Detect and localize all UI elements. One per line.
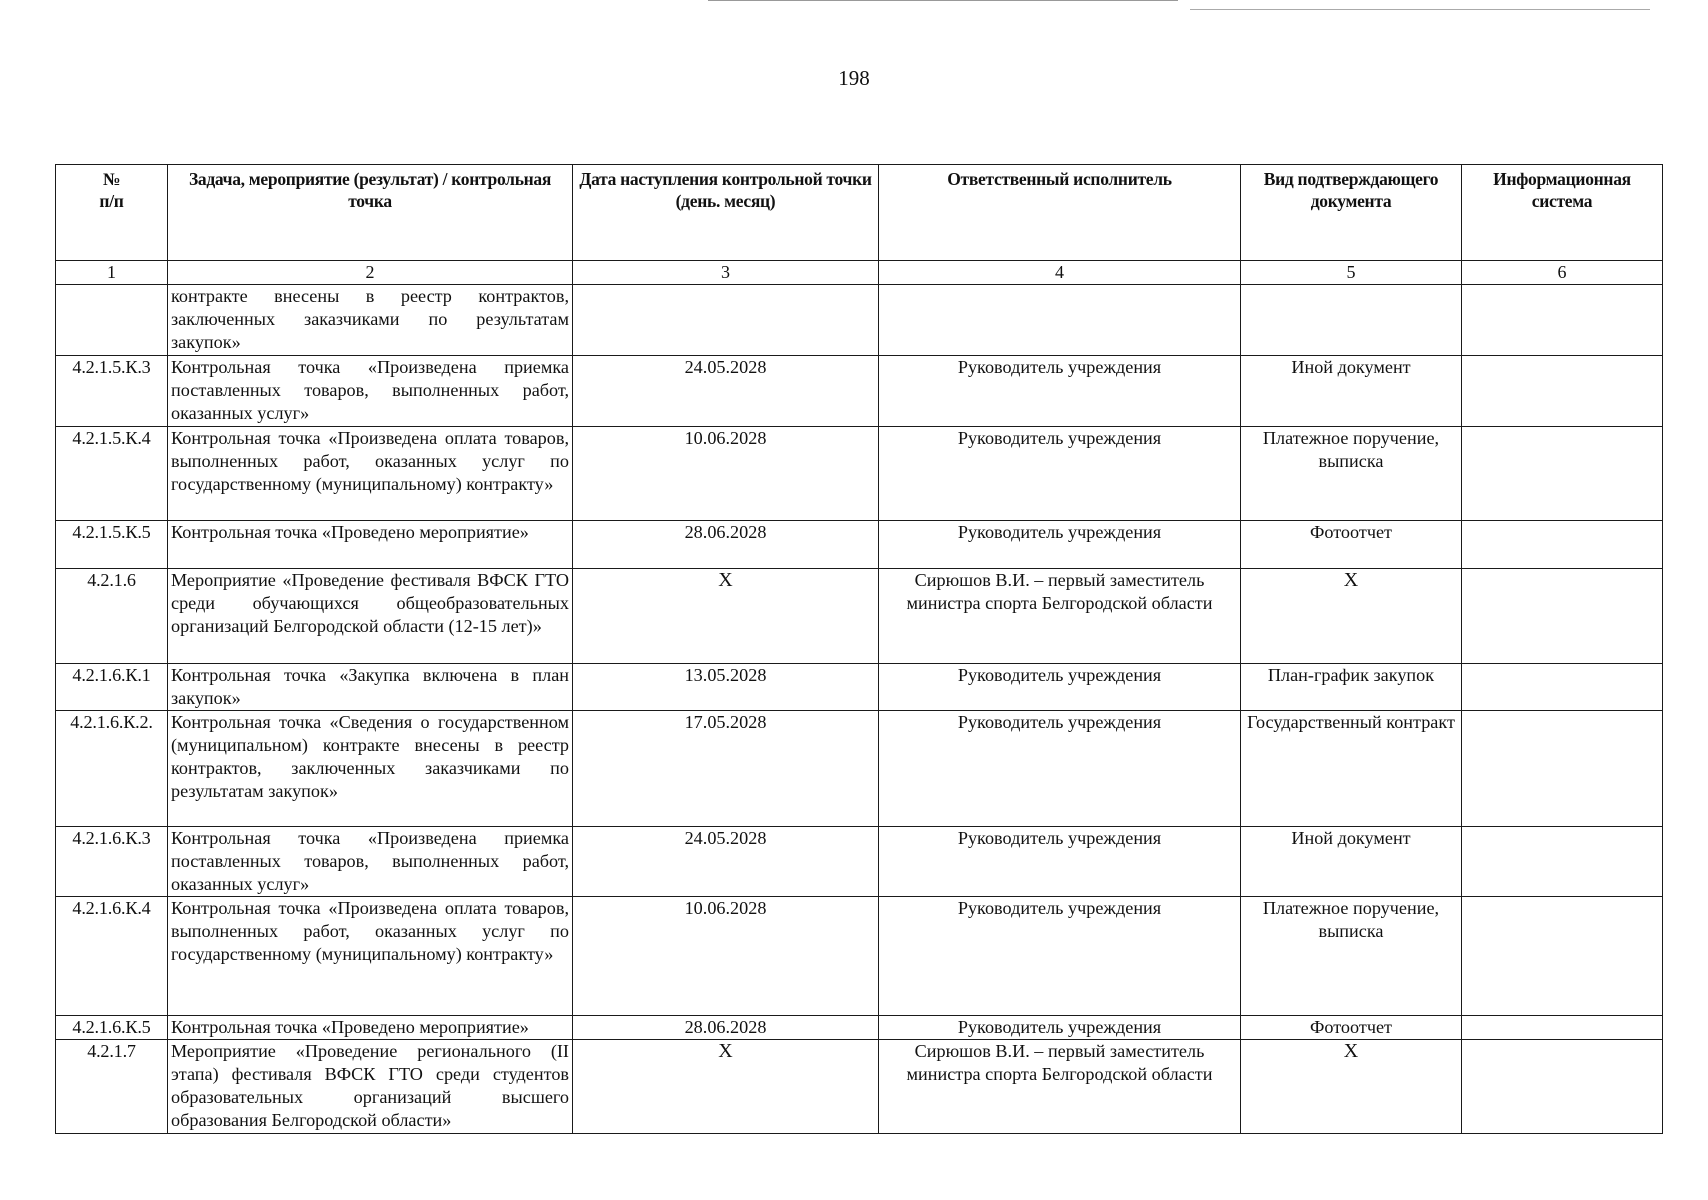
table-row bbox=[56, 827, 1663, 897]
row-responsible: Сирюшов В.И. – первый заместитель министра спорта Белгородской области bbox=[879, 1040, 1241, 1134]
row-responsible: Руководитель учреждения bbox=[879, 827, 1241, 897]
row-responsible: Сирюшов В.И. – первый заместитель министра спорта Белгородской области bbox=[879, 569, 1241, 664]
row-date: Х bbox=[573, 569, 879, 664]
table-row bbox=[56, 427, 1663, 521]
scan-artifact-line bbox=[708, 0, 1178, 1]
row-document: Иной документ bbox=[1241, 356, 1462, 427]
row-responsible: Руководитель учреждения bbox=[879, 427, 1241, 521]
row-system bbox=[1462, 569, 1663, 664]
row-date: 24.05.2028 bbox=[573, 827, 879, 897]
header-task: Задача, мероприятие (результат) / контрольная точка bbox=[168, 165, 573, 261]
row-document bbox=[1241, 285, 1462, 356]
row-responsible: Руководитель учреждения bbox=[879, 356, 1241, 427]
row-system bbox=[1462, 827, 1663, 897]
row-date: 17.05.2028 bbox=[573, 711, 879, 827]
row-task: Контрольная точка «Закупка включена в план закупок» bbox=[168, 664, 573, 711]
row-date: 13.05.2028 bbox=[573, 664, 879, 711]
row-task: Контрольная точка «Проведено мероприятие» bbox=[168, 521, 573, 569]
scan-artifact-line bbox=[1190, 9, 1650, 10]
table-row bbox=[56, 569, 1663, 664]
row-system bbox=[1462, 356, 1663, 427]
table-row bbox=[56, 1040, 1663, 1134]
row-responsible: Руководитель учреждения bbox=[879, 711, 1241, 827]
header-number: № п/п bbox=[56, 165, 168, 261]
row-date: 28.06.2028 bbox=[573, 521, 879, 569]
column-number: 3 bbox=[573, 261, 879, 285]
row-document: Фотоотчет bbox=[1241, 1016, 1462, 1040]
row-task: Контрольная точка «Произведена приемка поставленных товаров, выполненных работ, оказанных услуг» bbox=[168, 827, 573, 897]
table-row bbox=[56, 711, 1663, 827]
row-number: 4.2.1.6.К.2. bbox=[56, 711, 168, 827]
row-number: 4.2.1.6.К.5 bbox=[56, 1016, 168, 1040]
table-header-row bbox=[56, 165, 1663, 261]
column-number: 1 bbox=[56, 261, 168, 285]
row-responsible: Руководитель учреждения bbox=[879, 897, 1241, 1016]
row-document: План-график закупок bbox=[1241, 664, 1462, 711]
column-number: 6 bbox=[1462, 261, 1663, 285]
row-document: Фотоотчет bbox=[1241, 521, 1462, 569]
table-row bbox=[56, 285, 1663, 356]
header-system: Информационная система bbox=[1462, 165, 1663, 261]
row-system bbox=[1462, 711, 1663, 827]
row-system bbox=[1462, 427, 1663, 521]
row-system bbox=[1462, 1016, 1663, 1040]
header-document: Вид подтверждающего документа bbox=[1241, 165, 1462, 261]
column-number: 2 bbox=[168, 261, 573, 285]
row-number: 4.2.1.6.К.1 bbox=[56, 664, 168, 711]
row-number bbox=[56, 285, 168, 356]
header-date: Дата наступления контрольной точки (день. месяц) bbox=[573, 165, 879, 261]
column-number: 4 bbox=[879, 261, 1241, 285]
row-number: 4.2.1.5.К.4 bbox=[56, 427, 168, 521]
header-responsible: Ответственный исполнитель bbox=[879, 165, 1241, 261]
page-number: 198 bbox=[838, 66, 870, 90]
row-date bbox=[573, 285, 879, 356]
row-date: 10.06.2028 bbox=[573, 897, 879, 1016]
row-number: 4.2.1.6.К.3 bbox=[56, 827, 168, 897]
column-number: 5 bbox=[1241, 261, 1462, 285]
control-points-table bbox=[55, 164, 1663, 1134]
row-task: контракте внесены в реестр контрактов, заключенных заказчиками по результатам закупок» bbox=[168, 285, 573, 356]
row-task: Контрольная точка «Проведено мероприятие» bbox=[168, 1016, 573, 1040]
row-system bbox=[1462, 1040, 1663, 1134]
row-document: Платежное поручение, выписка bbox=[1241, 427, 1462, 521]
column-number-row bbox=[56, 261, 1663, 285]
row-system bbox=[1462, 285, 1663, 356]
row-system bbox=[1462, 521, 1663, 569]
row-task: Контрольная точка «Произведена оплата товаров, выполненных работ, оказанных услуг по государственному (муниципальному) контракту» bbox=[168, 897, 573, 1016]
row-document: Х bbox=[1241, 569, 1462, 664]
row-responsible bbox=[879, 285, 1241, 356]
row-task: Мероприятие «Проведение фестиваля ВФСК ГТО среди обучающихся общеобразовательных организаций Белгородской области (12-15 лет)» bbox=[168, 569, 573, 664]
row-number: 4.2.1.5.К.5 bbox=[56, 521, 168, 569]
table-row bbox=[56, 897, 1663, 1016]
row-document: Платежное поручение, выписка bbox=[1241, 897, 1462, 1016]
row-system bbox=[1462, 664, 1663, 711]
row-date: 28.06.2028 bbox=[573, 1016, 879, 1040]
row-number: 4.2.1.6.К.4 bbox=[56, 897, 168, 1016]
row-document: Х bbox=[1241, 1040, 1462, 1134]
row-document: Государственный контракт bbox=[1241, 711, 1462, 827]
row-task: Контрольная точка «Произведена приемка поставленных товаров, выполненных работ, оказанных услуг» bbox=[168, 356, 573, 427]
row-system bbox=[1462, 897, 1663, 1016]
table-row bbox=[56, 356, 1663, 427]
row-date: 24.05.2028 bbox=[573, 356, 879, 427]
row-date: Х bbox=[573, 1040, 879, 1134]
row-responsible: Руководитель учреждения bbox=[879, 1016, 1241, 1040]
row-task: Мероприятие «Проведение регионального (II этапа) фестиваля ВФСК ГТО среди студентов образовательных организаций высшего образования Белгородской области» bbox=[168, 1040, 573, 1134]
table-row bbox=[56, 1016, 1663, 1040]
table-row bbox=[56, 664, 1663, 711]
row-task: Контрольная точка «Произведена оплата товаров, выполненных работ, оказанных услуг по государственному (муниципальному) контракту» bbox=[168, 427, 573, 521]
row-responsible: Руководитель учреждения bbox=[879, 521, 1241, 569]
row-task: Контрольная точка «Сведения о государственном (муниципальном) контракте внесены в реестр контрактов, заключенных заказчиками по результатам закупок» bbox=[168, 711, 573, 827]
row-responsible: Руководитель учреждения bbox=[879, 664, 1241, 711]
row-date: 10.06.2028 bbox=[573, 427, 879, 521]
row-document: Иной документ bbox=[1241, 827, 1462, 897]
row-number: 4.2.1.7 bbox=[56, 1040, 168, 1134]
table-row bbox=[56, 521, 1663, 569]
row-number: 4.2.1.5.К.3 bbox=[56, 356, 168, 427]
row-number: 4.2.1.6 bbox=[56, 569, 168, 664]
